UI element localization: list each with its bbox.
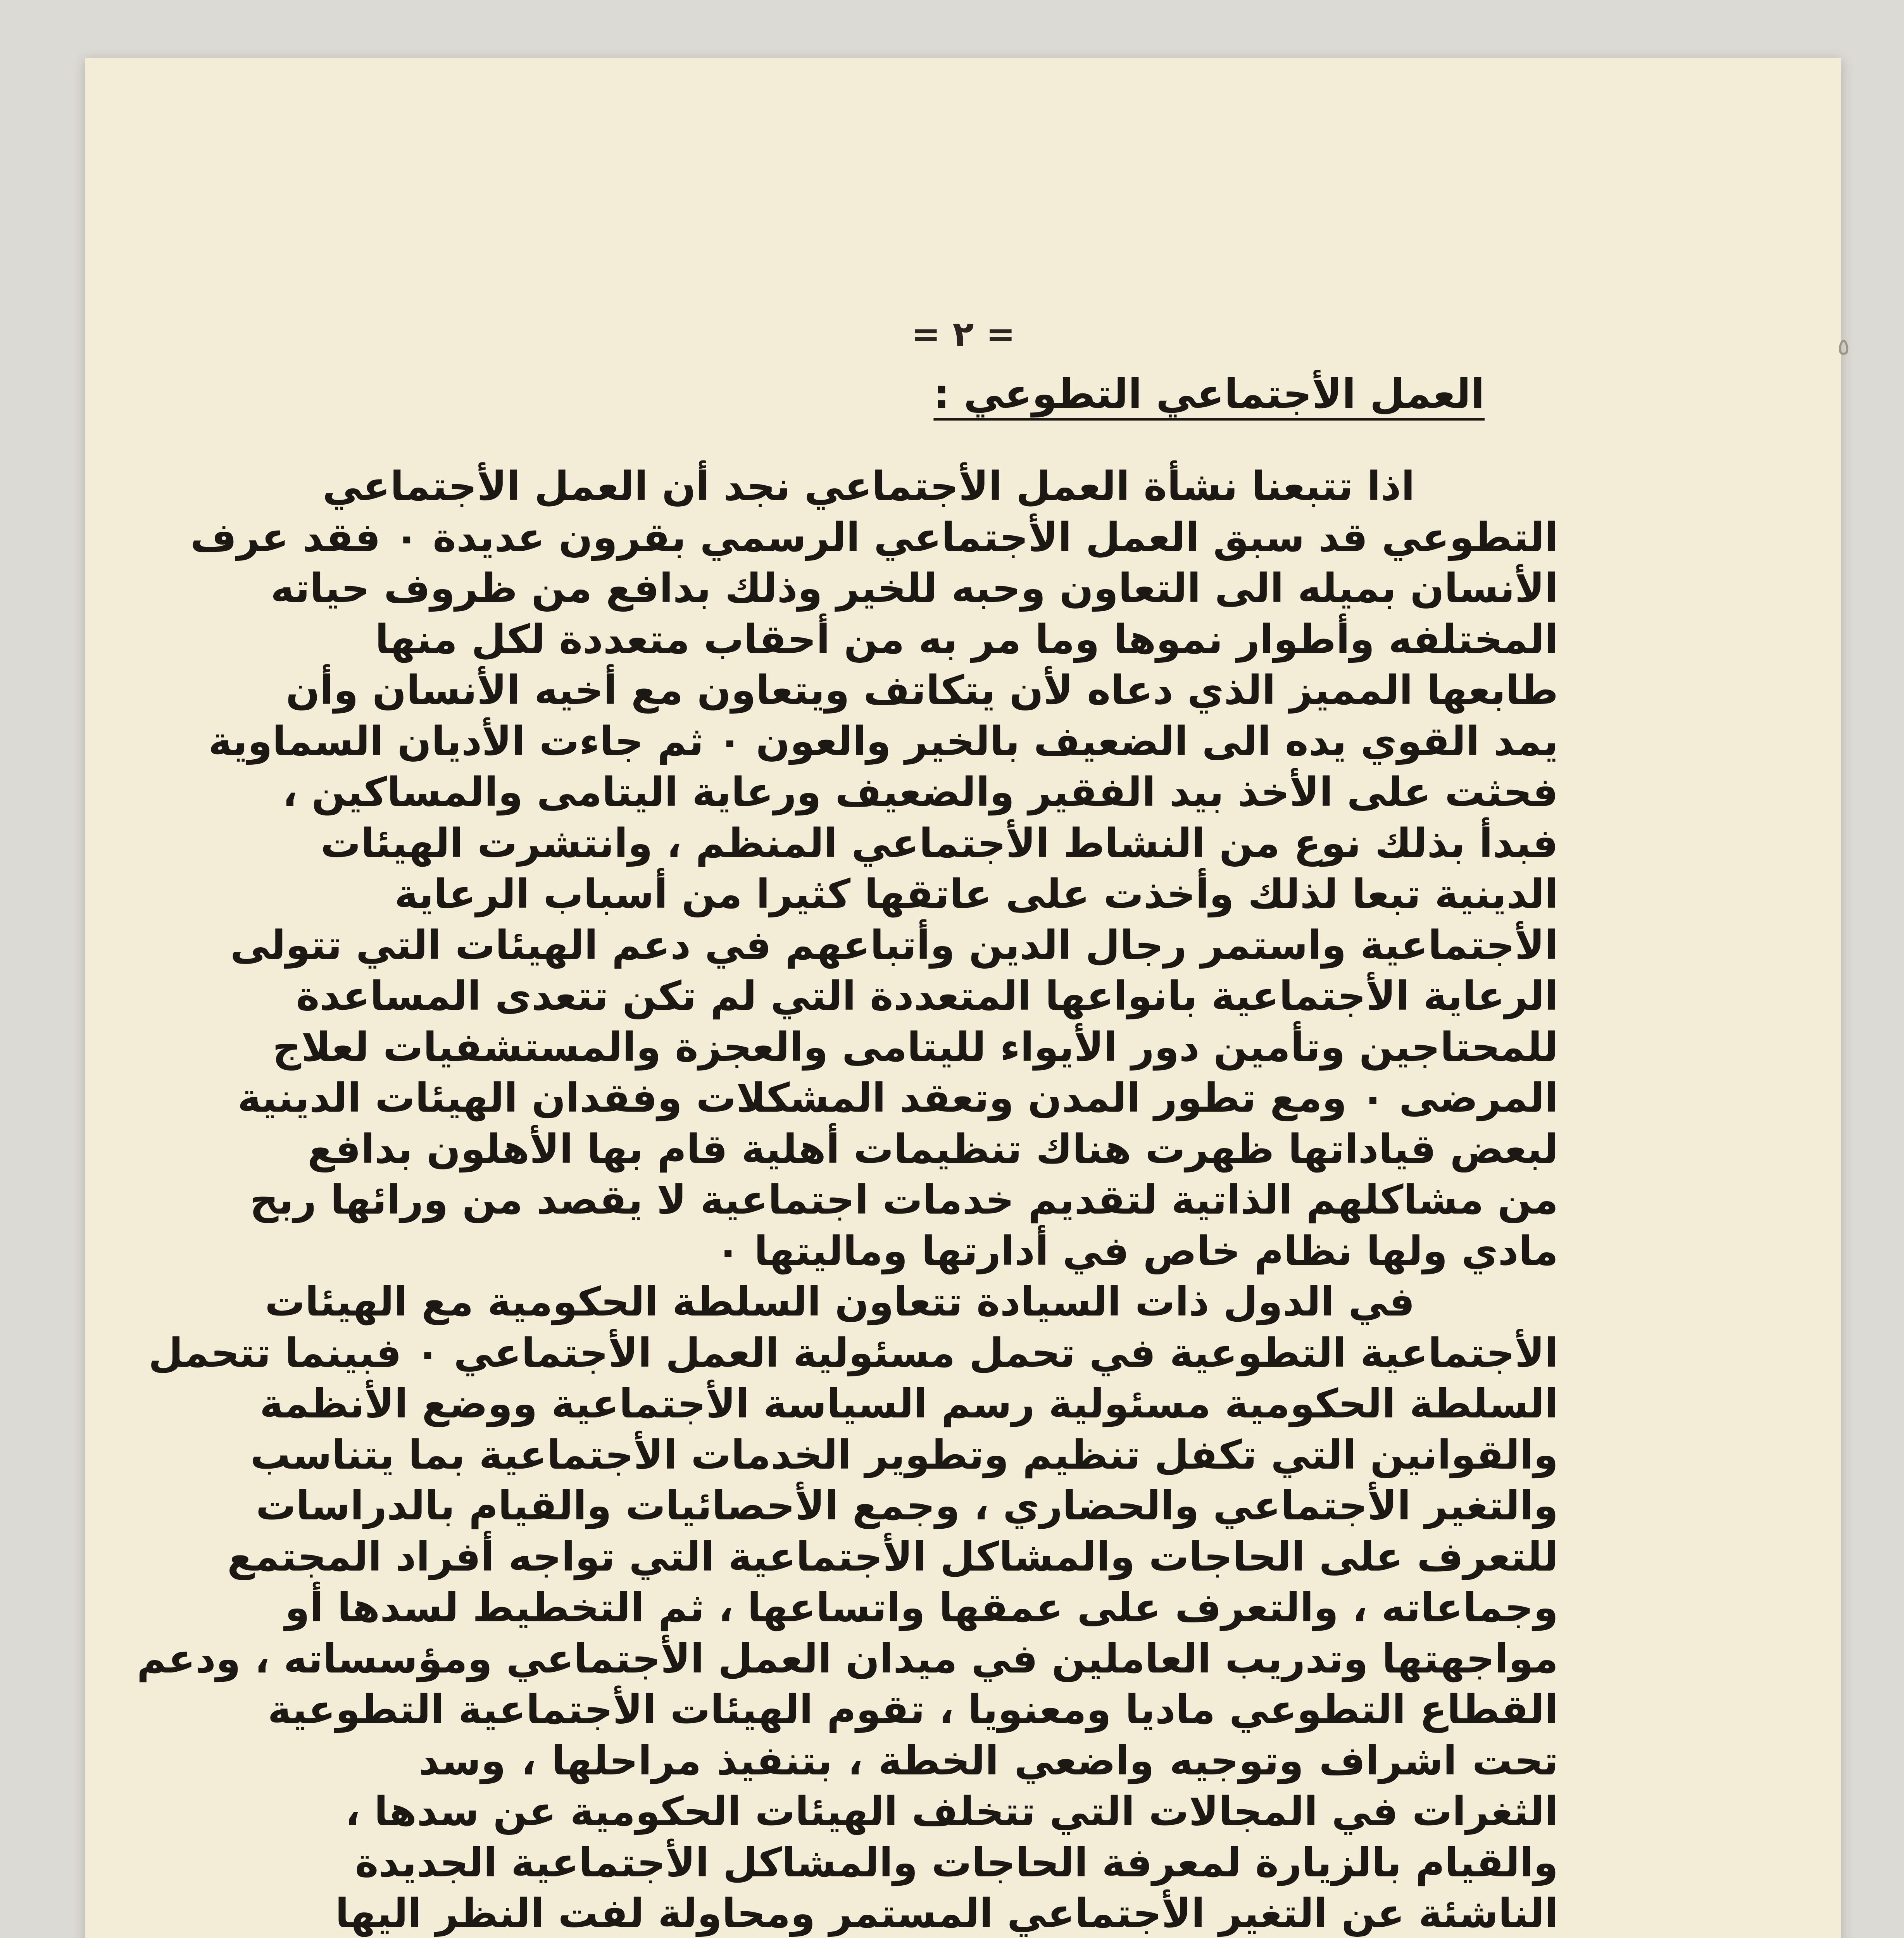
document-page [85, 58, 1850, 1938]
text-line: الثغرات في المجالات التي تتخلف الهيئات الحكومية عن سدها ، [345, 1788, 1558, 1835]
text-line: والقيام بالزيارة لمعرفة الحاجات والمشاكل الأجتماعية الجديدة [355, 1839, 1558, 1886]
section-heading: العمل الأجتماعي التطوعي : [933, 370, 1485, 417]
text-line: اذا تتبعنا نشأة العمل الأجتماعي نجد أن العمل الأجتماعي [323, 463, 1415, 510]
text-line: المختلفه وأطوار نموها وما مر به من أحقاب متعددة لكل منها [375, 616, 1558, 663]
text-line: الناشئة عن التغير الأجتماعي المستمر ومحاولة لفت النظر اليها [335, 1890, 1558, 1937]
text-line: والقوانين التي تكفل تنظيم وتطوير الخدمات الأجتماعية بما يتناسب [250, 1431, 1558, 1478]
text-line: الأجتماعية واستمر رجال الدين وأتباعهم في دعم الهيئات التي تتولى [230, 922, 1558, 969]
text-line: القطاع التطوعي ماديا ومعنويا ، تقوم الهيئات الأجتماعية التطوعية [267, 1686, 1558, 1733]
text-line: التطوعي قد سبق العمل الأجتماعي الرسمي بقرون عديدة ٠ فقد عرف [190, 514, 1558, 561]
text-line: والتغير الأجتماعي والحضاري ، وجمع الأحصائيات والقيام بالدراسات [255, 1483, 1558, 1529]
text-line: فحثت على الأخذ بيد الفقير والضعيف ورعاية اليتامى والمساكين ، [282, 769, 1558, 816]
text-line: تحت اشراف وتوجيه واضعي الخطة ، بتنفيذ مراحلها ، وسد [419, 1737, 1558, 1784]
text-line: الدينية تبعا لذلك وأخذت على عاتقها كثيرا من أسباب الرعاية [394, 871, 1558, 917]
text-line: الأنسان بميله الى التعاون وحبه للخير وذلك بدافع من ظروف حياته [271, 565, 1558, 612]
corner-mark: ٥ [1837, 333, 1850, 360]
text-line: طابعها المميز الذي دعاه لأن يتكاتف ويتعاون مع أخيه الأنسان وأن [286, 667, 1558, 714]
text-line: الرعاية الأجتماعية بانواعها المتعددة التي لم تكن تتعدى المساعدة [296, 973, 1558, 1019]
text-line: للمحتاجين وتأمين دور الأيواء لليتامى والعجزة والمستشفيات لعلاج [272, 1024, 1558, 1071]
text-line: مادي ولها نظام خاص في أدارتها وماليتها ٠ [716, 1228, 1558, 1274]
body-text [136, 461, 1558, 1938]
text-line: فبدأ بذلك نوع من النشاط الأجتماعي المنظم ، وانتشرت الهيئات [321, 820, 1558, 867]
text-line: لبعض قياداتها ظهرت هناك تنظيمات أهلية قام بها الأهلون بدافع [307, 1126, 1558, 1172]
text-line: في الدول ذات السيادة تتعاون السلطة الحكومية مع الهيئات [265, 1279, 1415, 1325]
page-number: = ٢ = [911, 314, 1016, 355]
text-line: من مشاكلهم الذاتية لتقديم خدمات اجتماعية لا يقصد من ورائها ربح [250, 1177, 1558, 1223]
text-line: الأجتماعية التطوعية في تحمل مسئولية العمل الأجتماعي ٠ فبينما تتحمل [148, 1329, 1558, 1376]
text-line: المرضى ٠ ومع تطور المدن وتعقد المشكلات وفقدان الهيئات الدينية [237, 1075, 1558, 1121]
text-line: السلطة الحكومية مسئولية رسم السياسة الأجتماعية ووضع الأنظمة [260, 1381, 1558, 1427]
text-line: وجماعاته ، والتعرف على عمقها واتساعها ، ثم التخطيط لسدها أو [285, 1585, 1558, 1631]
text-line: مواجهتها وتدريب العاملين في ميدان العمل الأجتماعي ومؤسساته ، ودعم [136, 1635, 1558, 1682]
text-line: يمد القوي يده الى الضعيف بالخير والعون ٠ ثم جاءت الأديان السماوية [208, 718, 1558, 765]
text-line: للتعرف على الحاجات والمشاكل الأجتماعية التي تواجه أفراد المجتمع [227, 1533, 1558, 1580]
